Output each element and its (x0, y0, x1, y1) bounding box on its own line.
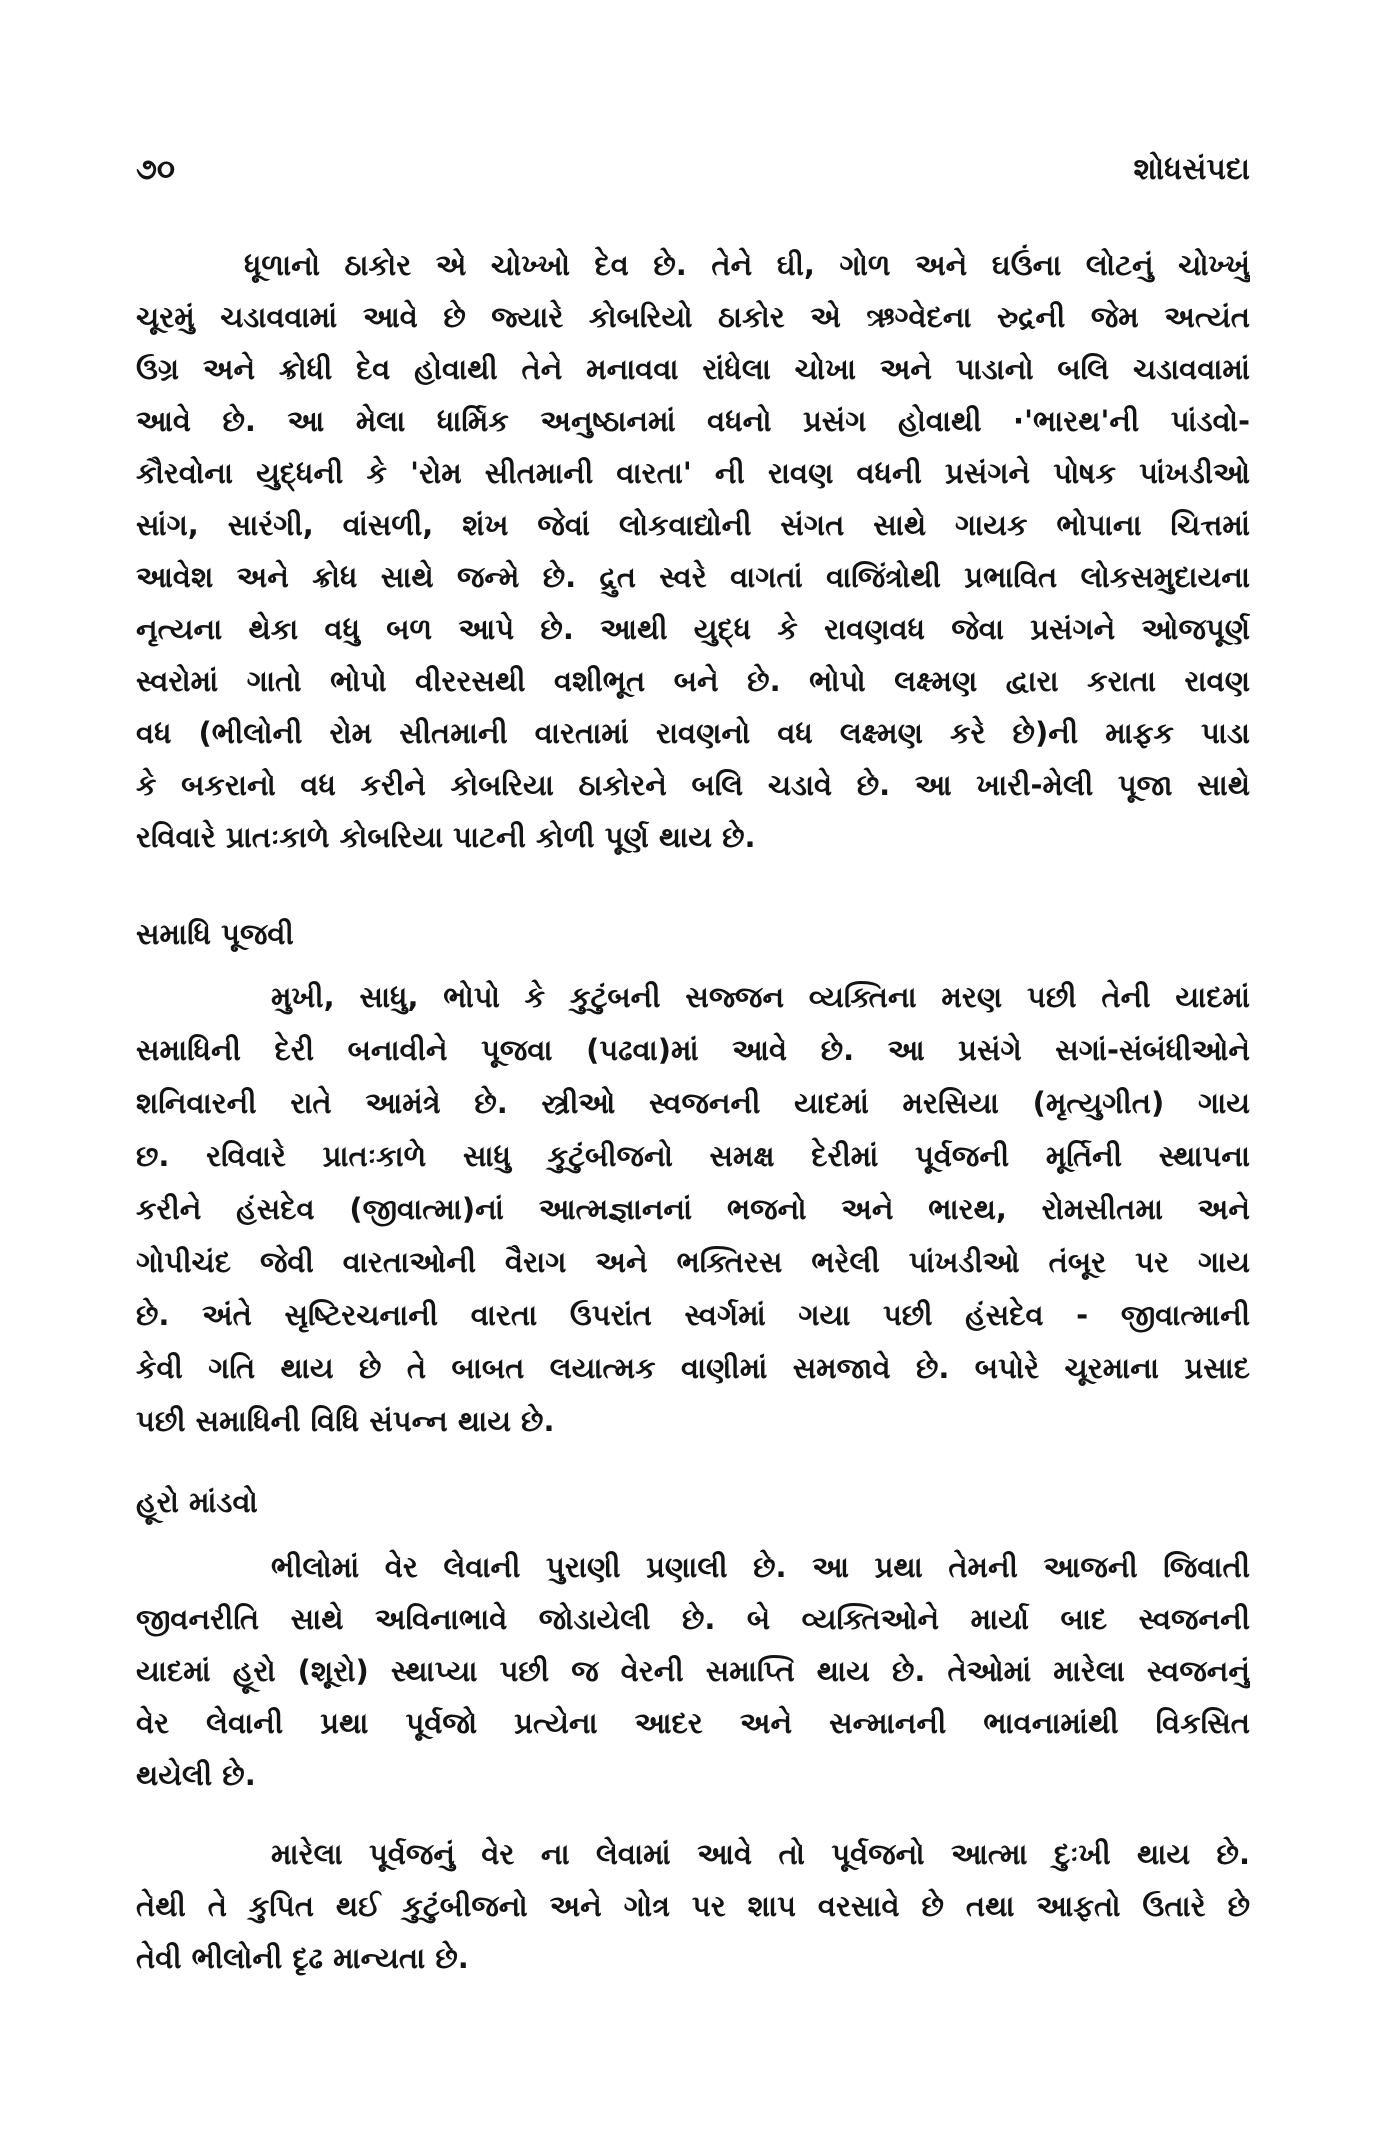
paragraph-2 (136, 971, 1250, 1448)
text-line: થયેલી છે. (136, 1758, 256, 1792)
text-line: છ. રવિવારે પ્રાતઃકાળે સાધુ કુટુંબીજનો સમક્ષ દેરીમાં પૂર્વજની મૂર્તિની સ્થાપના (136, 1139, 1250, 1173)
text-line: કે બકરાનો વધ કરીને કોબરિયા ઠાકોરને બલિ ચડાવે છે. આ ખારી-મેલી પૂજા સાથે (136, 768, 1250, 802)
text-line: નૃત્યના થેકા વધુ બળ આપે છે. આથી યુદ્ધ કે રાવણવધ જેવા પ્રસંગને ઓજપૂર્ણ (136, 612, 1250, 646)
text-line: યાદમાં હૂરો (શૂરો) સ્થાપ્યા પછી જ વેરની સમાપ્તિ થાય છે. તેઓમાં મારેલા સ્વજનનું (136, 1654, 1250, 1688)
text-line: મારેલા પૂર્વજનું વેર ના લેવામાં આવે તો પૂર્વજનો આત્મા દુઃખી થાય છે. (271, 1837, 1250, 1871)
text-line: કેવી ગતિ થાય છે તે બાબત લયાત્મક વાણીમાં સમજાવે છે. બપોરે ચૂરમાના પ્રસાદ (136, 1351, 1250, 1385)
text-line: ગોપીચંદ જેવી વારતાઓની વૈરાગ અને ભક્તિરસ ભરેલી પાંખડીઓ તંબૂર પર ગાય (136, 1245, 1250, 1279)
running-title: શોધસંપદા (1133, 152, 1250, 187)
paragraph-4 (136, 1828, 1250, 1984)
text-line: ચૂરમું ચડાવવામાં આવે છે જ્યારે કોબરિયો ઠાકોર એ ઋગ્વેદના રુદ્રની જેમ અત્યંત (136, 300, 1250, 334)
text-line: ભીલોમાં વેર લેવાની પુરાણી પ્રણાલી છે. આ પ્રથા તેમની આજની જિવાતી (271, 1550, 1250, 1584)
paragraph-1 (136, 239, 1250, 863)
text-line: ધૂળાનો ઠાકોર એ ચોખ્ખો દેવ છે. તેને ઘી, ગોળ અને ઘઉંના લોટનું ચોખ્ખું (244, 248, 1250, 282)
text-line: શનિવારની રાતે આમંત્રે છે. સ્ત્રીઓ સ્વજનની યાદમાં મરસિયા (મૃત્યુગીત) ગાય (136, 1086, 1250, 1120)
text-line: આવે છે. આ મેલા ધાર્મિક અનુષ્ઠાનમાં વધનો પ્રસંગ હોવાથી ·'ભારથ'ની પાંડવો- (136, 404, 1250, 438)
text-line: છે. અંતે સૃષ્ટિરચનાની વારતા ઉપરાંત સ્વર્ગમાં ગયા પછી હંસદેવ - જીવાત્માની (136, 1298, 1250, 1332)
text-line: મુખી, સાધુ, ભોપો કે કુટુંબની સજ્જન વ્યક્તિના મરણ પછી તેની યાદમાં (271, 980, 1250, 1014)
text-line: વેર લેવાની પ્રથા પૂર્વજો પ્રત્યેના આદર અને સન્માનની ભાવનામાંથી વિકસિત (136, 1706, 1250, 1740)
text-line: કરીને હંસદેવ (જીવાત્મા)નાં આત્મજ્ઞાનનાં ભજનો અને ભારથ, રોમસીતમા અને (136, 1192, 1250, 1226)
text-line: સ્વરોમાં ગાતો ભોપો વીરરસથી વશીભૂત બને છે. ભોપો લક્ષ્મણ દ્વારા કરાતા રાવણ (136, 664, 1250, 698)
text-line: વધ (ભીલોની રોમ સીતમાની વારતામાં રાવણનો વધ લક્ષ્મણ કરે છે)ની માફક પાડા (136, 716, 1250, 750)
text-line: સમાધિની દેરી બનાવીને પૂજવા (પઢવા)માં આવે છે. આ પ્રસંગે સગાં-સંબંધીઓને (136, 1033, 1250, 1067)
section-heading-samadhi-pujvi: સમાધિ પૂજવી (136, 917, 294, 951)
section-heading-huro-mandvo: હૂરો માંડવો (136, 1485, 258, 1519)
text-line: તેથી તે કુપિત થઈ કુટુંબીજનો અને ગોત્ર પર શાપ વરસાવે છે તથા આફતો ઉતારે છે (136, 1889, 1250, 1923)
text-line: જીવનરીતિ સાથે અવિનાભાવે જોડાયેલી છે. બે વ્યક્તિઓને માર્યા બાદ સ્વજનની (136, 1602, 1250, 1636)
page-header (136, 148, 1250, 192)
text-line: પછી સમાધિની વિધિ સંપન્ન થાય છે. (136, 1404, 555, 1438)
text-line: ઉગ્ર અને ક્રોધી દેવ હોવાથી તેને મનાવવા રાંધેલા ચોખા અને પાડાનો બલિ ચડાવવામાં (136, 352, 1250, 386)
text-line: તેવી ભીલોની દૃઢ માન્યતા છે. (136, 1941, 469, 1975)
text-line: રવિવારે પ્રાતઃકાળે કોબરિયા પાટની કોળી પૂર્ણ થાય છે. (136, 820, 756, 854)
text-line: કૌરવોના યુદ્ધની કે 'રોમ સીતમાની વારતા' ની રાવણ વધની પ્રસંગને પોષક પાંખડીઓ (136, 456, 1250, 490)
text-line: સાંગ, સારંગી, વાંસળી, શંખ જેવાં લોકવાદ્યોની સંગત સાથે ગાયક ભોપાના ચિત્તમાં (136, 508, 1250, 542)
page-number: ૭૦ (136, 152, 175, 187)
text-line: આવેશ અને ક્રોધ સાથે જન્મે છે. દ્રુત સ્વરે વાગતાં વાજિંત્રોથી પ્રભાવિત લોકસમુદાયના (136, 560, 1250, 594)
paragraph-3 (136, 1541, 1250, 1801)
